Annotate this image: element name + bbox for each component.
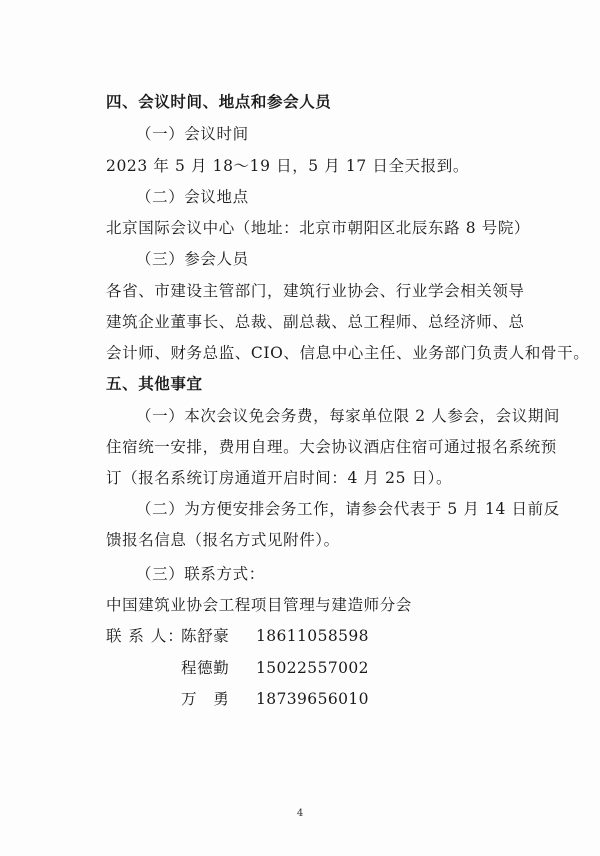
other-item-1-line-2: 住宿统一安排，费用自理。大会协议酒店住宿可通过报名系统预 [106,438,557,456]
meeting-location-label: （二）会议地点 [136,188,249,206]
contact-name: 陈舒豪 [181,627,230,645]
meeting-location-text: 北京国际会议中心（地址：北京市朝阳区北辰东路 8 号院） [106,219,531,237]
meeting-time-text: 2023 年 5 月 18～19 日，5 月 17 日全天报到。 [106,157,469,175]
section-4-heading: 四、会议时间、地点和参会人员 [106,93,332,111]
other-item-2-line-2: 馈报名信息（报名方式见附件）。 [106,531,340,549]
organization-name: 中国建筑业协会工程项目管理与建造师分会 [106,596,412,614]
attendees-line-3: 会计师、财务总监、CIO、信息中心主任、业务部门负责人和骨干。 [106,344,590,362]
contact-name: 程德勤 [181,659,230,677]
attendees-line-1: 各省、市建设主管部门，建筑行业协会、行业学会相关领导 [106,282,525,300]
contact-label: 联 系 人： [106,627,184,645]
section-5-heading: 五、其他事宜 [106,375,203,393]
other-item-1-line-1: （一）本次会议免会务费，每家单位限 2 人参会，会议期间 [136,407,561,425]
meeting-time-label: （一）会议时间 [136,125,249,143]
page-number: 4 [296,808,304,819]
contact-phone: 18611058598 [256,627,369,645]
other-item-1-line-3: 订（报名系统订房通道开启时间：4 月 25 日）。 [106,469,453,487]
other-item-2-line-1: （二）为方便安排会务工作，请参会代表于 5 月 14 日前反 [136,500,560,518]
contact-name: 万 勇 [181,690,230,708]
attendees-line-2: 建筑企业董事长、总裁、副总裁、总工程师、总经济师、总 [106,313,525,331]
contact-phone: 15022557002 [256,659,369,677]
contact-phone: 18739656010 [256,690,369,708]
contact-info-label: （三）联系方式： [136,565,265,583]
attendees-label: （三）参会人员 [136,250,249,268]
